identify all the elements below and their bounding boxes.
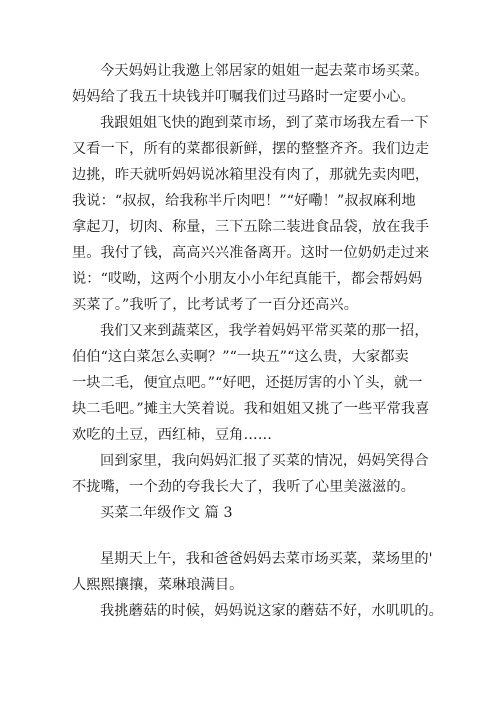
paragraph-2 (72, 110, 430, 318)
text-line: 块二毛吧。”摊主大笑着说。我和姐姐又挑了一些平常我喜 (72, 401, 430, 417)
article-body (72, 58, 443, 624)
text-line: 说：“哎呦，这两个小朋友小小年纪真能干，都会帮妈妈 (72, 271, 423, 287)
text-line: 又看一下，所有的菜都很新鲜，摆的整整齐齐。我们边走 (72, 141, 430, 157)
text-line: 今天妈妈让我邀上邻居家的姐姐一起去菜市场买菜。 (100, 63, 429, 79)
text-line: 妈妈给了我五十块钱并叮嘱我们过马路时一定要小心。 (72, 89, 415, 105)
paragraph-6 (72, 598, 443, 624)
text-line: 不拢嘴，一个劲的夸我长大了，我听了心里美滋滋的。 (72, 479, 415, 495)
text-line: 伯伯“这白菜怎么卖啊？”“一块五”“这么贵，大家都卖 (72, 349, 409, 365)
paragraph-4 (72, 448, 429, 500)
text-line: 回到家里，我向妈妈汇报了买菜的情况，妈妈笑得合 (100, 453, 429, 469)
text-line: 人熙熙攘攘，菜琳琅满目。 (72, 577, 244, 593)
paragraph-5 (72, 546, 433, 598)
text-line: 边挑，昨天就听妈妈说冰箱里没有肉了，那就先卖肉吧， (72, 167, 430, 183)
text-line: 星期天上午，我和爸爸妈妈去菜市场买菜，菜场里的' (100, 551, 433, 567)
paragraph-3 (72, 318, 430, 448)
paragraph-1 (72, 58, 429, 110)
section-title: 买菜二年级作文 篇 3 (100, 505, 233, 521)
text-line: 我们又来到蔬菜区，我学着妈妈平常买菜的那一招， (100, 323, 429, 339)
text-line: 买菜了。”我听了，比考试考了一百分还高兴。 (72, 297, 359, 313)
text-line: 拿起刀，切肉、称量，三下五除二装进食品袋，放在我手 (72, 219, 430, 235)
spacer (72, 526, 424, 546)
text-line: 我挑蘑菇的时候，妈妈说这家的蘑菇不好，水叽叽的。 (100, 603, 443, 619)
text-line: 我说：“叔叔，给我称半斤肉吧！”“好嘞！”叔叔麻利地 (72, 193, 416, 209)
text-line: 里。我付了钱，高高兴兴准备离开。这时一位奶奶走过来 (72, 245, 430, 261)
text-line: 我跟姐姐飞快的跑到菜市场，到了菜市场我左看一下 (100, 115, 429, 131)
text-line: 欢吃的土豆，西红柿，豆角…… (72, 427, 273, 443)
text-line: 一块二毛，便宜点吧。”“好吧，还挺厉害的小丫头，就一 (72, 375, 423, 391)
